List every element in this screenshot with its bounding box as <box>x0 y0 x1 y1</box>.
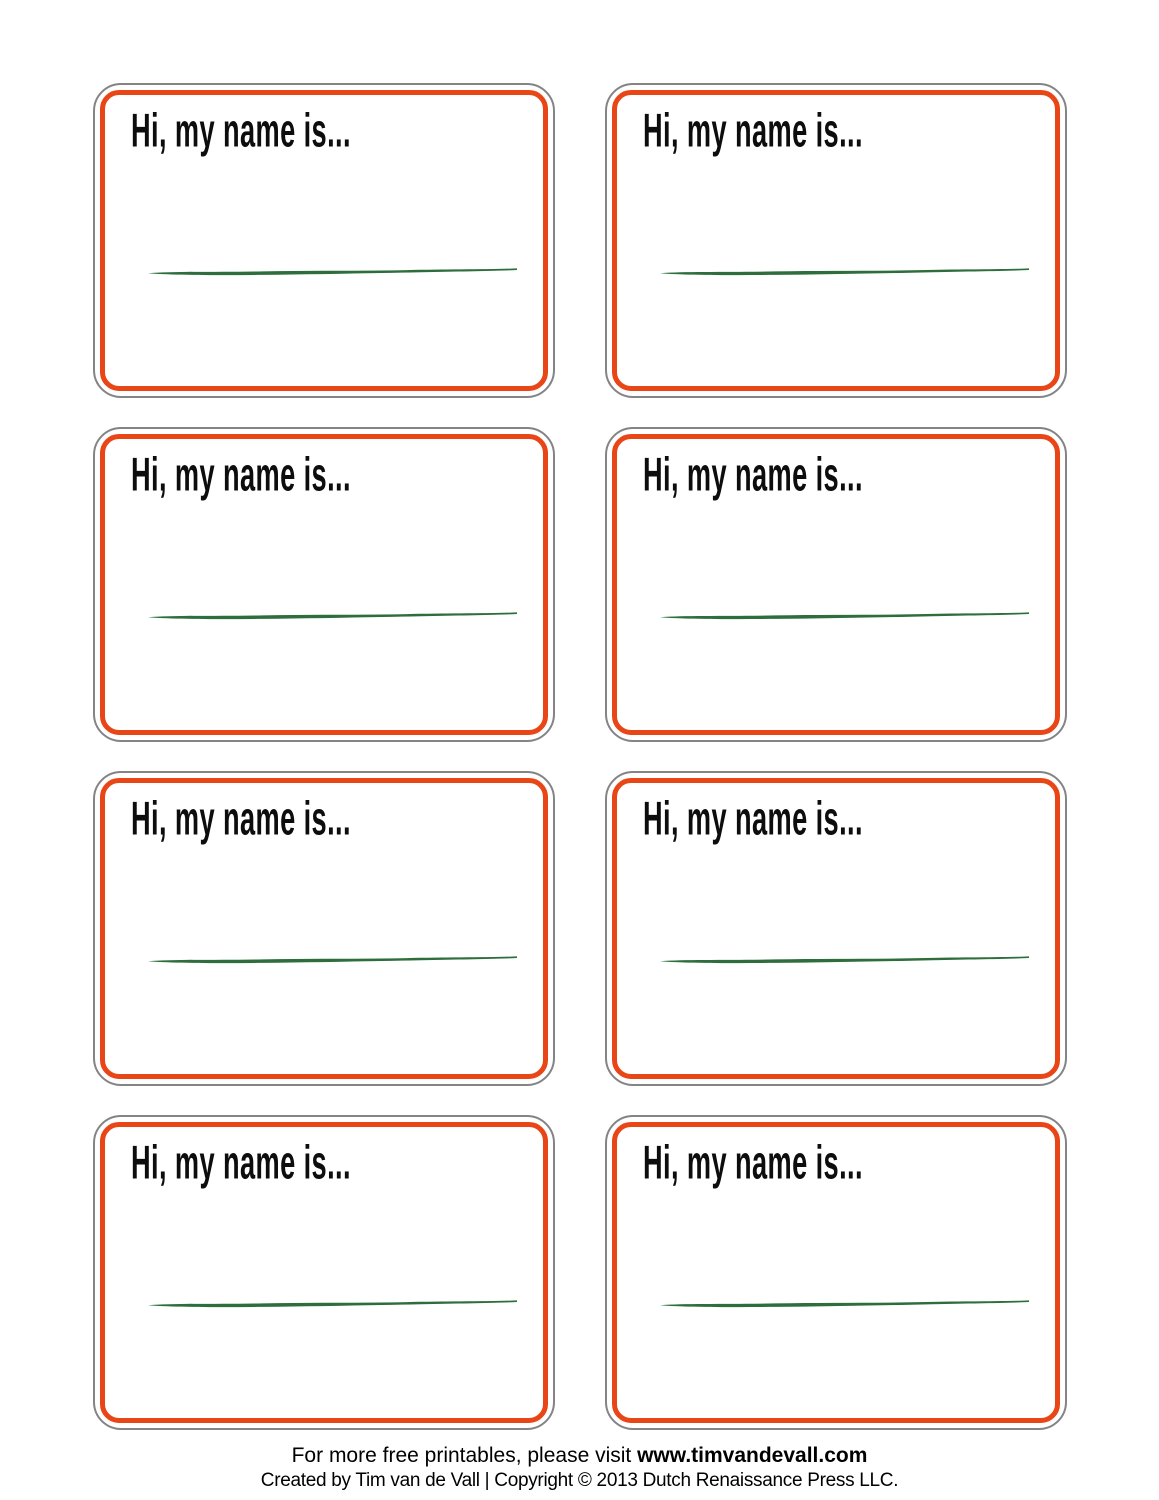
footer-line1-text: For more free printables, please visit <box>291 1444 638 1467</box>
footer-copyright: Created by Tim van de Vall | Copyright © 2013 Dutch Renaissance Press LLC. <box>260 1470 899 1491</box>
name-write-line <box>145 1294 521 1312</box>
name-tag <box>93 1115 555 1430</box>
name-tag <box>93 427 555 742</box>
name-tag <box>605 83 1067 398</box>
name-write-line <box>657 262 1033 280</box>
name-tag <box>93 771 555 1086</box>
name-write-line <box>657 1294 1033 1312</box>
name-write-line <box>145 950 521 968</box>
name-write-line <box>145 262 521 280</box>
name-write-line <box>657 950 1033 968</box>
name-tag <box>605 427 1067 742</box>
name-tag-grid <box>93 83 1067 1430</box>
name-tag-heading: Hi, my name is... <box>643 1137 863 1190</box>
footer-line1 <box>0 1443 1159 1469</box>
name-tag-heading: Hi, my name is... <box>131 105 351 158</box>
name-tag <box>93 83 555 398</box>
footer-url-link[interactable]: www.timvandevall.com <box>637 1444 868 1467</box>
name-tag <box>605 771 1067 1086</box>
name-tag-heading: Hi, my name is... <box>643 449 863 502</box>
name-write-line <box>145 606 521 624</box>
name-tag <box>605 1115 1067 1430</box>
footer <box>0 1443 1159 1493</box>
name-tag-heading: Hi, my name is... <box>643 105 863 158</box>
name-tag-heading: Hi, my name is... <box>643 793 863 846</box>
name-tag-heading: Hi, my name is... <box>131 449 351 502</box>
name-write-line <box>657 606 1033 624</box>
name-tag-heading: Hi, my name is... <box>131 793 351 846</box>
name-tag-heading: Hi, my name is... <box>131 1137 351 1190</box>
